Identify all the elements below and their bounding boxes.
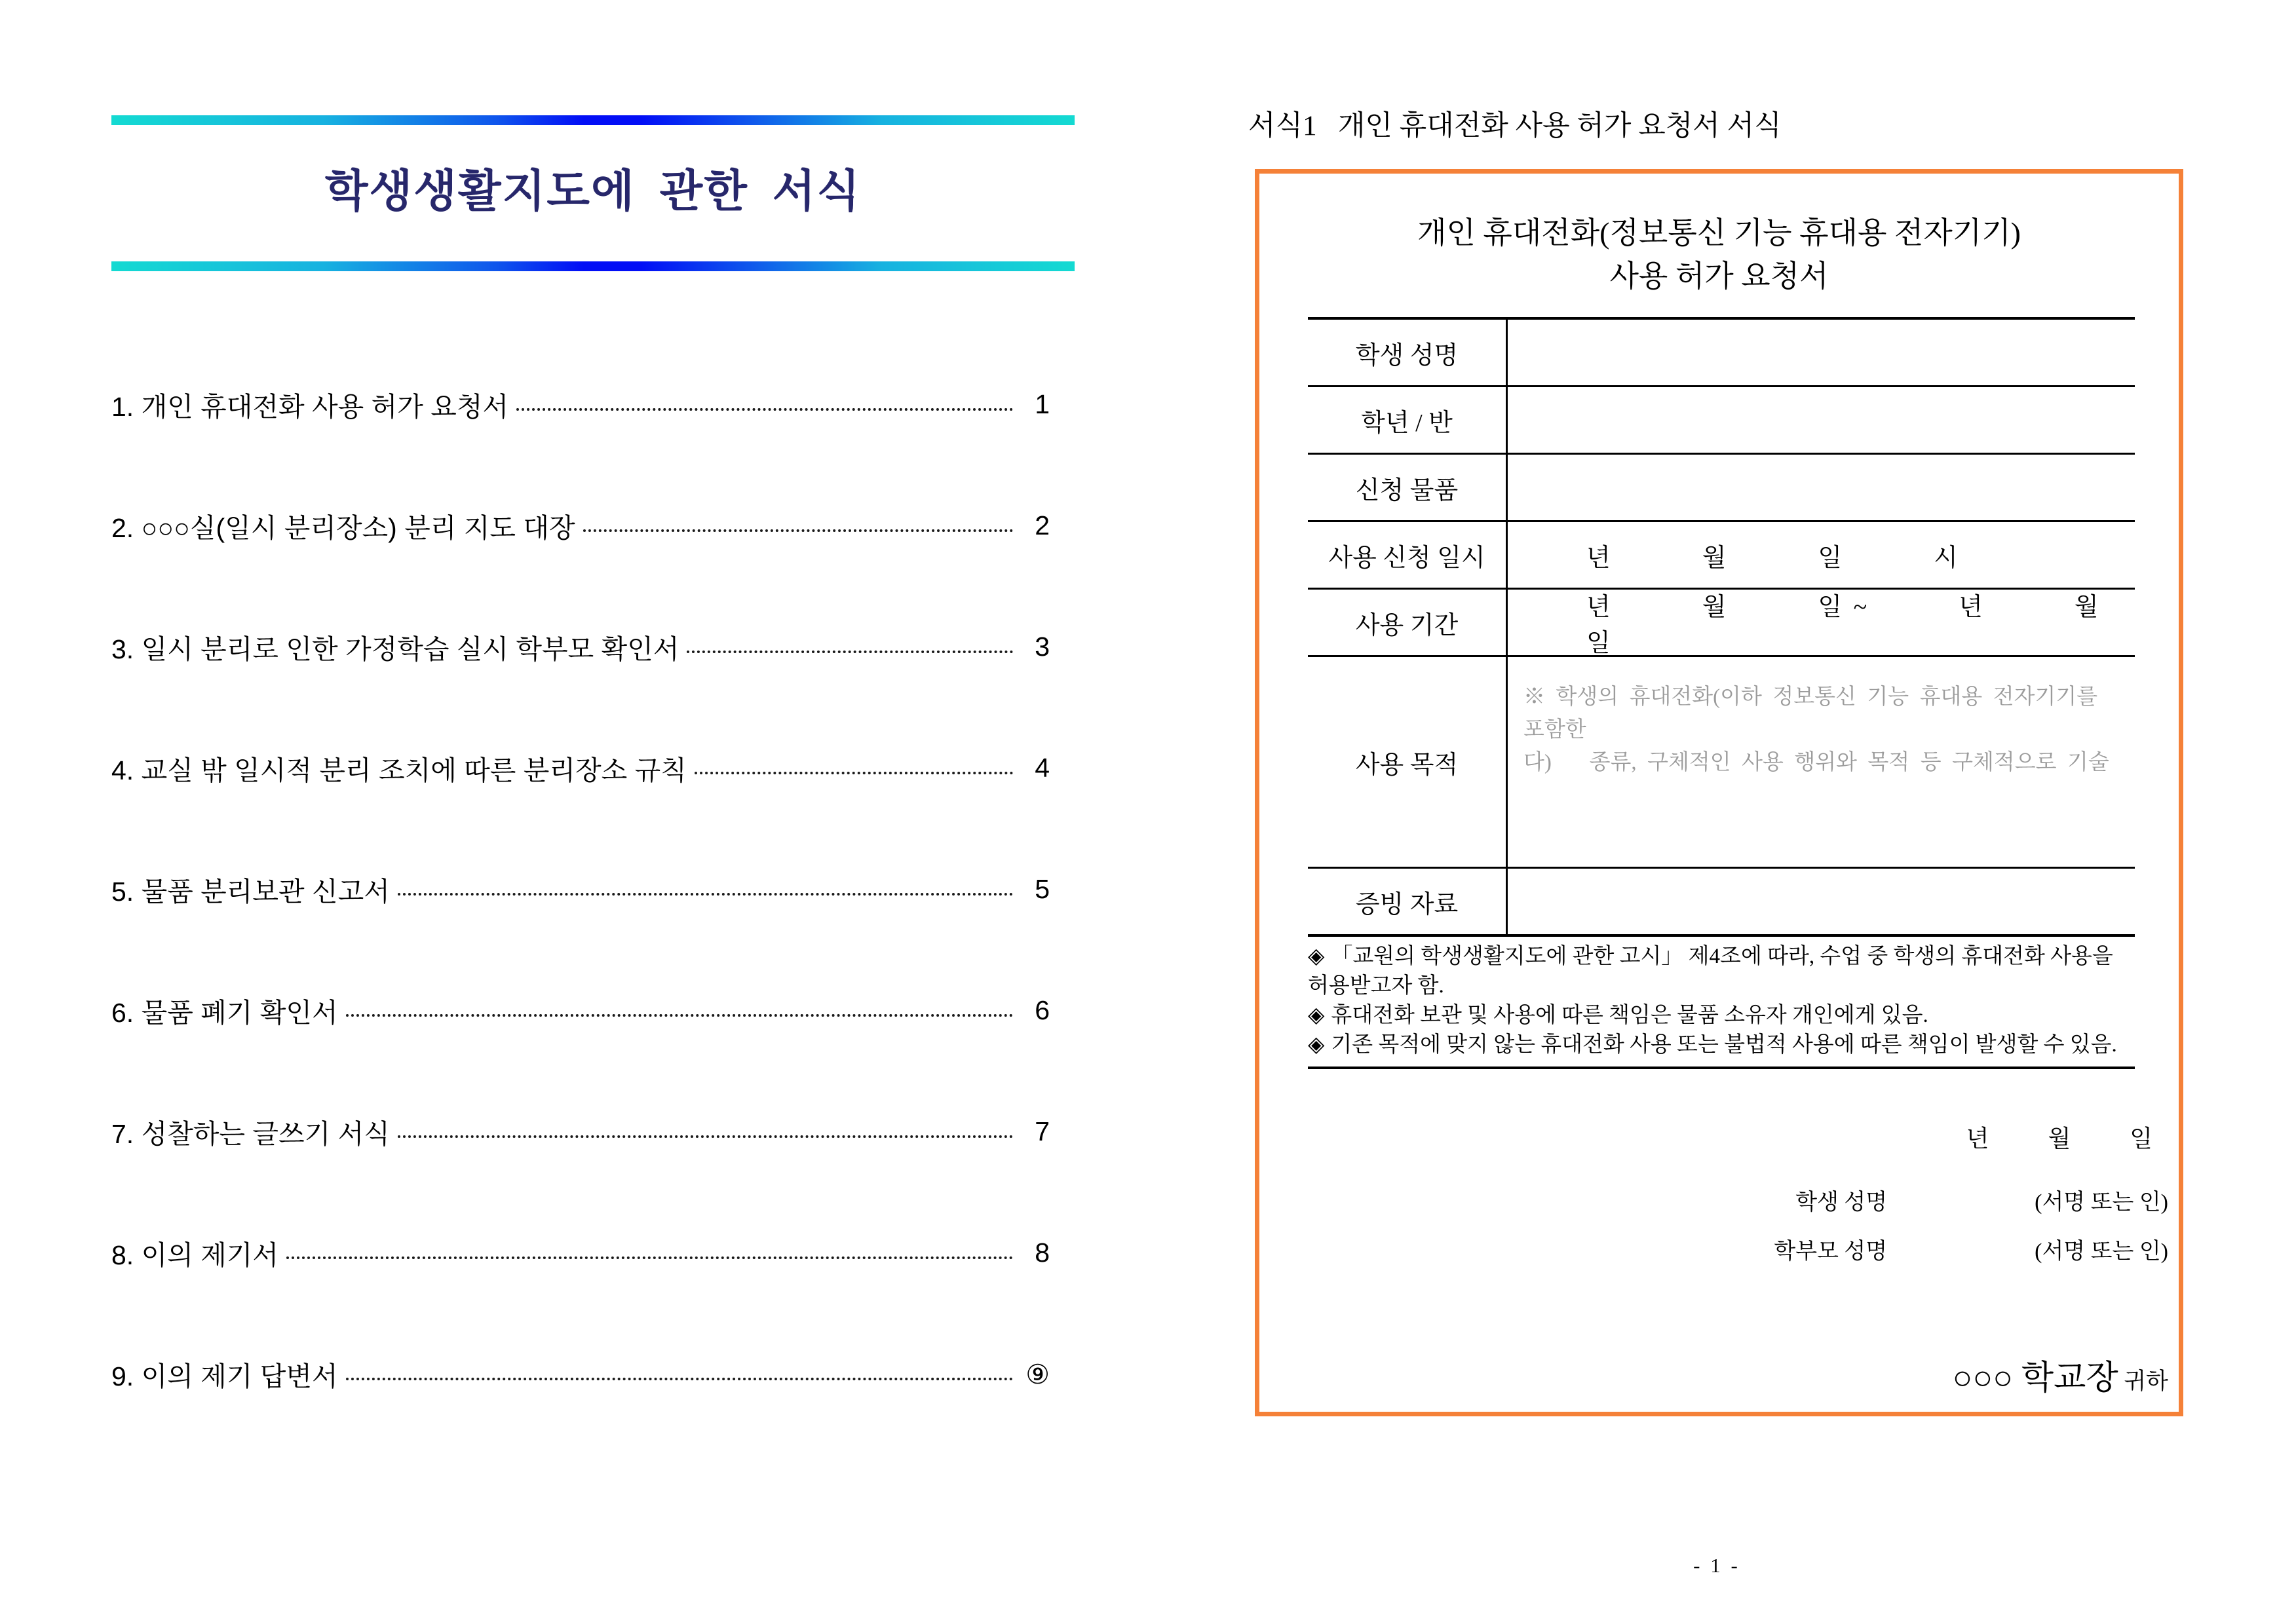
page-title: 학생생활지도에 관한 서식	[324, 166, 862, 216]
notice-text: 기존 목적에 맞지 않는 휴대전화 사용 또는 불법적 사용에 따른 책임이 발생할 수 있음.	[1331, 1033, 2117, 1057]
gradient-bar-bottom	[111, 261, 1075, 271]
toc-item-label: 7. 성찰하는 글쓰기 서식	[111, 1119, 390, 1149]
toc-item-label: 3. 일시 분리로 인한 가정학습 실시 학부모 확인서	[111, 634, 679, 664]
row-value-field[interactable]	[1508, 869, 2135, 934]
table-of-contents	[111, 344, 1050, 1435]
notice-text: 「교원의 학생생활지도에 관한 고시」 제4조에 따라, 수업 중 학생의 휴대전화 사용을 허용받고자 함.	[1308, 945, 2113, 998]
row-value-field[interactable]: 년 월 일 ~ 년 월 일	[1586, 594, 2191, 657]
toc-page-number: 2	[1035, 510, 1050, 540]
toc-item-label: 9. 이의 제기 답변서	[111, 1361, 338, 1391]
toc-item-label: 1. 개인 휴대전화 사용 허가 요청서	[111, 392, 509, 422]
row-label: 신청 물품	[1308, 455, 1508, 520]
dotted-leader	[346, 1378, 1013, 1380]
dotted-leader	[286, 1256, 1013, 1259]
recipient-line	[1937, 1338, 2168, 1410]
toc-page-number: 1	[1035, 389, 1050, 419]
form-table	[1308, 317, 2191, 937]
student-signature-label: 학생 성명	[1795, 1190, 1888, 1215]
toc-item-label: 2. ○○○실(일시 분리장소) 분리 지도 대장	[111, 513, 575, 543]
parent-signature-seal-note: (서명 또는 인)	[2035, 1239, 2168, 1264]
dotted-leader	[346, 1014, 1013, 1017]
toc-item-label: 5. 물품 분리보관 신고서	[111, 877, 390, 907]
toc-item-label: 8. 이의 제기서	[111, 1240, 279, 1270]
row-value-field[interactable]	[1508, 320, 2135, 385]
row-label: 학생 성명	[1308, 320, 1508, 385]
row-label: 학년 / 반	[1308, 387, 1508, 453]
dotted-leader	[398, 893, 1013, 896]
recipient-name: ○○○ 학교장	[1952, 1360, 2118, 1397]
form-title-line2: 사용 허가 요청서	[1609, 259, 1829, 293]
toc-item-9	[111, 1313, 1050, 1435]
notice-list	[1308, 937, 2135, 1069]
notice-item-3	[1308, 1030, 2135, 1060]
toc-page-number: 6	[1035, 995, 1050, 1025]
row-value-field[interactable]: 년 월 일 시	[1586, 544, 1958, 572]
dotted-leader	[583, 529, 1013, 532]
form-title	[1259, 212, 2179, 298]
toc-page-number: 5	[1035, 874, 1050, 904]
toc-item-1	[111, 344, 1050, 465]
toc-page-number: ⑨	[1025, 1359, 1050, 1389]
row-label: 증빙 자료	[1308, 869, 1508, 934]
toc-item-label: 4. 교실 밖 일시적 분리 조치에 따른 분리장소 규칙	[111, 755, 687, 785]
diamond-bullet-icon: ◈	[1308, 1033, 1325, 1057]
toc-item-3	[111, 586, 1050, 708]
row-value-field[interactable]	[1508, 657, 2135, 867]
toc-page-number: 3	[1035, 632, 1050, 662]
notice-text: 휴대전화 보관 및 사용에 따른 책임은 물품 소유자 개인에게 있음.	[1331, 1004, 1928, 1027]
diamond-bullet-icon: ◈	[1308, 945, 1325, 968]
page-number: - 1 -	[1693, 1554, 1740, 1577]
row-label: 사용 신청 일시	[1308, 522, 1508, 588]
notice-item-1	[1308, 942, 2135, 1001]
form-row-student-name	[1308, 320, 2135, 387]
toc-item-8	[111, 1192, 1050, 1313]
dotted-leader	[398, 1135, 1013, 1138]
purpose-hint-line1: ※ 학생의 휴대전화(이하 정보통신 기능 휴대용 전자기기를 포함한	[1523, 685, 2109, 742]
student-signature-seal-note: (서명 또는 인)	[2035, 1190, 2168, 1215]
gradient-bar-top	[111, 115, 1075, 125]
row-value-field[interactable]	[1508, 455, 2135, 520]
notice-item-2	[1308, 1001, 2135, 1030]
form-title-line1: 개인 휴대전화(정보통신 기능 휴대용 전자기기)	[1417, 216, 2021, 250]
row-label: 사용 기간	[1308, 590, 1508, 655]
toc-page-number: 7	[1035, 1116, 1050, 1146]
toc-page-number: 8	[1035, 1237, 1050, 1268]
form-row-use-purpose	[1308, 657, 2135, 869]
signature-date-line: 년 월 일	[1966, 1125, 2152, 1152]
diamond-bullet-icon: ◈	[1308, 1004, 1325, 1027]
form-row-use-period	[1308, 590, 2191, 657]
purpose-hint-line2: 다) 종류, 구체적인 사용 행위와 목적 등 구체적으로 기술	[1523, 751, 2109, 774]
dotted-leader	[516, 408, 1013, 411]
row-value-field[interactable]	[1508, 387, 2135, 453]
dotted-leader	[687, 651, 1013, 653]
toc-item-4	[111, 708, 1050, 829]
toc-item-label: 6. 물품 폐기 확인서	[111, 998, 338, 1028]
recipient-honorific: 귀하	[2118, 1369, 2168, 1394]
form-box	[1255, 169, 2191, 1416]
form-row-evidence	[1308, 869, 2135, 937]
toc-item-2	[111, 465, 1050, 586]
form-caption: 서식1 개인 휴대전화 사용 허가 요청서 서식	[1248, 111, 1782, 142]
toc-item-7	[111, 1071, 1050, 1192]
row-label: 사용 목적	[1308, 657, 1508, 867]
form-row-requested-item	[1308, 455, 2135, 522]
dotted-leader	[695, 772, 1013, 774]
signature-block	[1774, 1184, 2168, 1265]
toc-item-6	[111, 950, 1050, 1071]
toc-page-number: 4	[1035, 753, 1050, 783]
form-row-grade-class	[1308, 387, 2135, 455]
toc-item-5	[111, 829, 1050, 950]
parent-signature-label: 학부모 성명	[1774, 1239, 1888, 1264]
form-row-use-request-datetime	[1308, 522, 2135, 590]
